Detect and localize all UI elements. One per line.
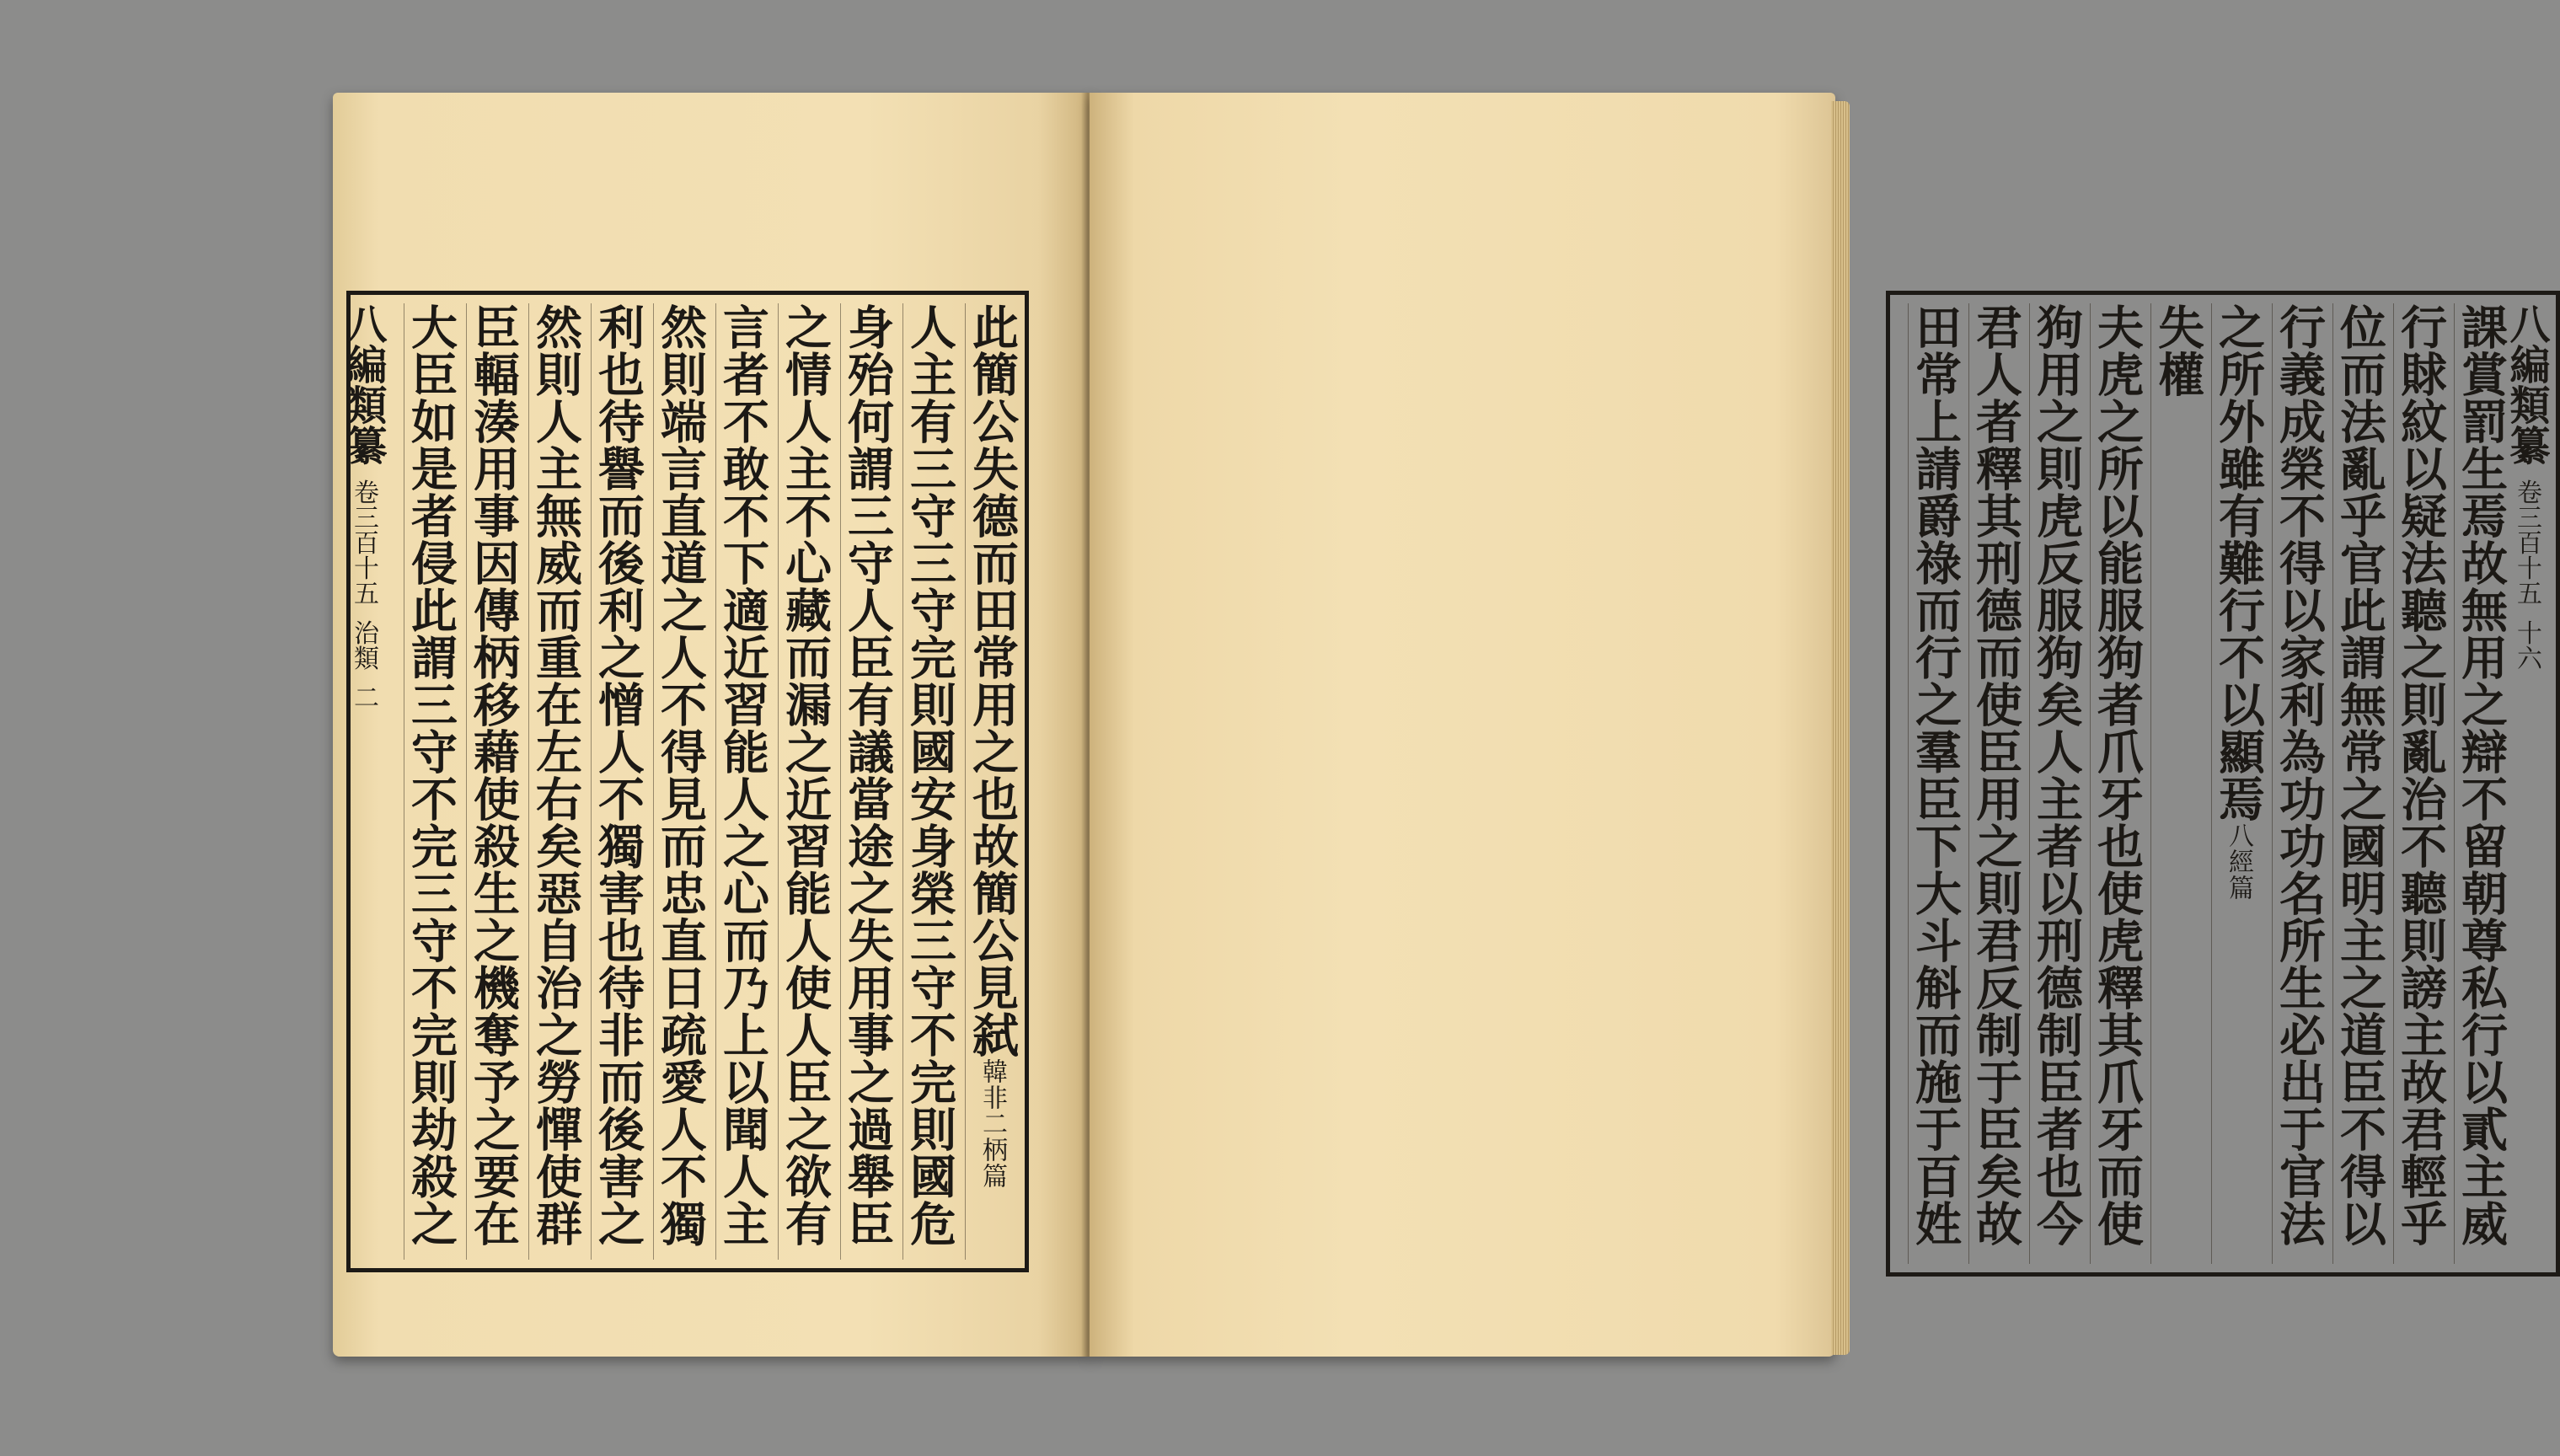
column-text: 然則人主無威而重在左右矣惡自治之勞憚使群 xyxy=(528,303,583,1247)
spine-section: 治類 xyxy=(349,619,378,671)
column-text: 失權 xyxy=(2150,303,2205,398)
spine-leaf: 十六 xyxy=(2512,619,2541,671)
column-text: 身殆何謂三守人臣有議當途之失用事之過舉臣 xyxy=(840,303,895,1247)
text-column xyxy=(1908,303,1961,1264)
right-text-frame xyxy=(1886,291,2560,1277)
text-column xyxy=(2029,303,2082,1264)
text-column xyxy=(2393,303,2446,1264)
spine-title: 八編類纂 xyxy=(340,303,387,465)
column-text: 君人者釋其刑德而使臣用之則君反制于臣矣故 xyxy=(1968,303,2023,1247)
column-note: 八經篇 xyxy=(2224,822,2253,901)
column-note: 韓非二柄篇 xyxy=(977,1058,1007,1189)
column-text: 利也待譽而後利之憎人不獨害也待非而後害之 xyxy=(591,303,645,1247)
text-column xyxy=(466,303,519,1260)
spine-leaf: 二 xyxy=(349,684,378,710)
column-text: 此簡公失德而田常用之也故簡公見弑 xyxy=(965,303,1020,1058)
column-text: 之情人主不心藏而漏之近習能人使人臣之欲有 xyxy=(778,303,833,1247)
text-column xyxy=(902,303,956,1260)
text-column xyxy=(528,303,581,1260)
column-text: 人主有三守三守完則國安身榮三守不完則國危 xyxy=(902,303,957,1247)
text-column xyxy=(591,303,644,1260)
text-column xyxy=(2090,303,2143,1264)
column-text: 言者不敢不下適近習能人之心而乃上以聞人主 xyxy=(715,303,770,1247)
text-column xyxy=(2454,303,2507,1264)
column-text: 大臣如是者侵此謂三守不完三守不完則劫殺之 xyxy=(404,303,458,1247)
column-text: 夫虎之所以能服狗者爪牙也使虎釋其爪牙而使 xyxy=(2090,303,2145,1247)
page-edges xyxy=(1831,101,1850,1355)
column-text: 狗用之則虎反服狗矣人主者以刑德制臣者也今 xyxy=(2029,303,2084,1247)
right-spine-margin xyxy=(2503,303,2556,1264)
column-text: 之所外雖有難行不以顯焉 xyxy=(2211,303,2266,822)
column-text: 臣輻湊用事因傳柄移藉使殺生之機奪予之要在 xyxy=(466,303,521,1247)
text-column xyxy=(840,303,893,1260)
column-text: 位而法亂乎官此謂無常之國明主之道臣不得以 xyxy=(2332,303,2387,1247)
spine-volume: 卷三百十五 xyxy=(349,479,378,606)
text-column xyxy=(2272,303,2325,1264)
text-column xyxy=(1968,303,2022,1264)
left-page xyxy=(333,93,1091,1357)
text-column xyxy=(404,303,457,1260)
spine-title: 八編類纂 xyxy=(2503,303,2550,465)
spine-volume: 卷三百十五 xyxy=(2512,479,2541,606)
text-column xyxy=(778,303,831,1260)
right-page xyxy=(1090,93,2550,1357)
text-column xyxy=(2332,303,2386,1264)
text-column xyxy=(2211,303,2264,1264)
text-column xyxy=(965,303,1018,1260)
text-column xyxy=(653,303,706,1260)
left-text-frame xyxy=(340,291,1029,1272)
text-column xyxy=(715,303,769,1260)
text-column xyxy=(2150,303,2204,1264)
column-text: 行賕紋以疑法聽之則亂治不聽則謗主故君輕乎 xyxy=(2393,303,2448,1247)
column-text: 然則端言直道之人不得見而忠直日疏愛人不獨 xyxy=(653,303,708,1247)
column-text: 田常上請爵祿而行之羣臣下大斗斛而施于百姓 xyxy=(1908,303,1963,1247)
left-spine-margin xyxy=(340,303,393,1260)
column-text: 行義成榮不得以家利為功功名所生必出于官法 xyxy=(2272,303,2327,1247)
open-book xyxy=(333,93,2550,1365)
column-text: 課賞罰生焉故無用之辯不留朝尊私行以貳主威 xyxy=(2454,303,2509,1247)
